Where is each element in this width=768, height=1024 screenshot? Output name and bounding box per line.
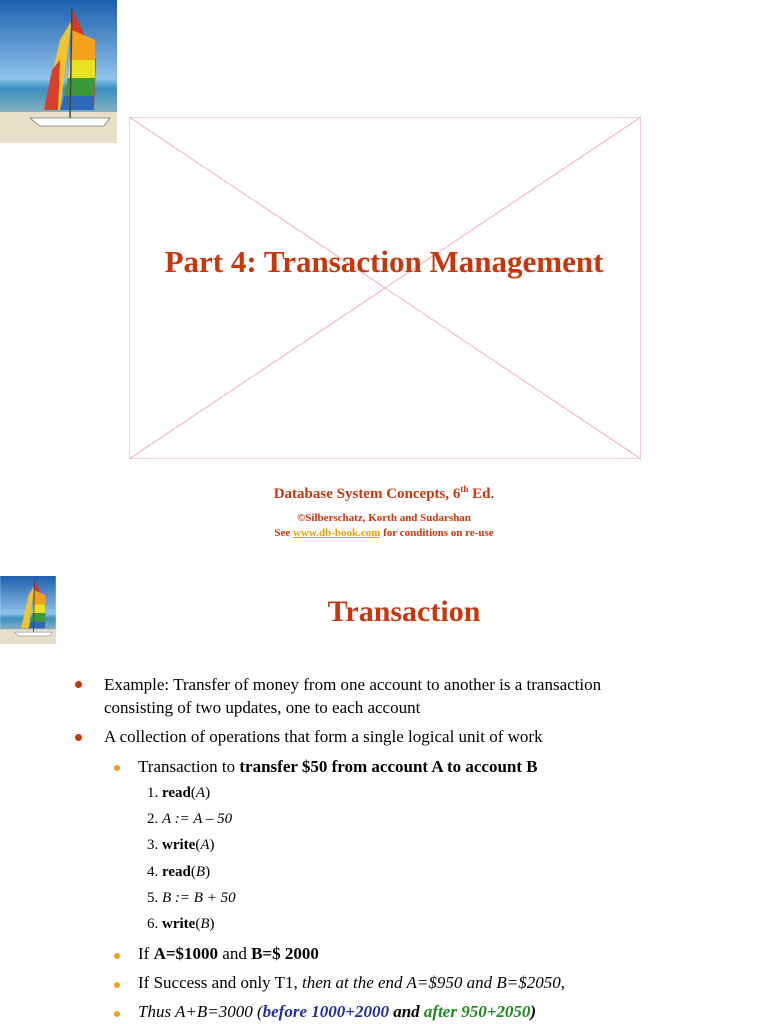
step-arg: A bbox=[200, 837, 210, 853]
step-expr: B := B + 50 bbox=[162, 890, 236, 906]
sum-prefix: Thus A+B=3000 ( bbox=[138, 1002, 263, 1021]
sum-and: and bbox=[388, 1002, 424, 1021]
step-number: 5. bbox=[147, 890, 159, 906]
success-prefix: If Success and only T1, bbox=[138, 973, 302, 992]
step-5 bbox=[147, 888, 447, 908]
sum-close: ) bbox=[530, 1002, 537, 1021]
step-4: 4. read(B) bbox=[147, 864, 211, 880]
copyright-text: ©Silberschatz, Korth and Sudarshan bbox=[297, 512, 471, 524]
sub-bullet-initial-values bbox=[138, 943, 758, 965]
step-number: 3. bbox=[147, 837, 159, 853]
step-op: write bbox=[162, 916, 196, 932]
bullet-example bbox=[104, 673, 744, 719]
step-arg: A bbox=[195, 785, 206, 801]
db-book-link[interactable]: www.db-book.com bbox=[292, 527, 381, 539]
sub-bullet-success bbox=[138, 972, 758, 994]
step-expr: A := A – 50 bbox=[162, 811, 233, 827]
step-arg: B bbox=[195, 864, 206, 880]
bullet-dot bbox=[75, 681, 82, 688]
sub-bullet-dot bbox=[114, 765, 120, 771]
and-text: and bbox=[218, 944, 252, 963]
book-title: Database System Concepts, 6th Ed. bbox=[273, 484, 495, 502]
step-number: 1. bbox=[147, 785, 159, 801]
step-2 bbox=[147, 809, 447, 829]
step-op: write bbox=[162, 837, 196, 853]
sailboat-logo-icon bbox=[0, 0, 117, 143]
bullet-dot bbox=[75, 734, 82, 741]
value-a: A=$1000 bbox=[153, 944, 219, 963]
success-result: then at the end A=$950 and B=$2050, bbox=[302, 973, 565, 992]
step-6: 6. write(B) bbox=[147, 916, 215, 932]
value-b: B=$ 2000 bbox=[251, 944, 319, 963]
bullet-example-line1: Example: Transfer of money from one account to another is a transaction bbox=[104, 675, 602, 694]
reuse-prefix: See bbox=[274, 527, 293, 539]
transfer-bold: transfer $50 from account A to account B bbox=[239, 757, 538, 776]
step-arg: B bbox=[200, 916, 210, 932]
step-number: 2. bbox=[147, 811, 159, 827]
step-op: read bbox=[162, 785, 191, 801]
sub-bullet-dot bbox=[114, 982, 120, 988]
reuse-suffix: for conditions on re-use bbox=[380, 527, 494, 539]
if-text: If bbox=[138, 944, 154, 963]
sub-bullet-transfer bbox=[138, 756, 758, 778]
bullet-collection: A collection of operations that form a single logical unit of work bbox=[104, 727, 543, 746]
bullet-example-line2: consisting of two updates, one to each account bbox=[104, 698, 421, 717]
edition-suffix: Ed bbox=[468, 486, 491, 502]
image-placeholder bbox=[129, 117, 641, 459]
sum-before: before 1000+2000 bbox=[262, 1002, 389, 1021]
step-number: 4. bbox=[147, 864, 159, 880]
sub-bullet-sum bbox=[138, 1001, 758, 1023]
step-3: 3. write(A) bbox=[147, 837, 215, 853]
sub-bullet-dot bbox=[114, 953, 120, 959]
slide-title: Part 4: Transaction Management bbox=[164, 244, 604, 279]
reuse-notice bbox=[0, 527, 768, 539]
transfer-prefix: Transaction to bbox=[138, 757, 240, 776]
slide-title-transaction: Transaction bbox=[327, 595, 481, 628]
step-op: read bbox=[162, 864, 191, 880]
step-1: 1. read(A) bbox=[147, 785, 211, 801]
edition-superscript: th bbox=[460, 484, 469, 494]
sum-after: after 950+2050 bbox=[423, 1002, 531, 1021]
step-number: 6. bbox=[147, 916, 159, 932]
sub-bullet-dot bbox=[114, 1011, 120, 1017]
book-title-text: Database System Concepts, 6 bbox=[273, 486, 461, 502]
